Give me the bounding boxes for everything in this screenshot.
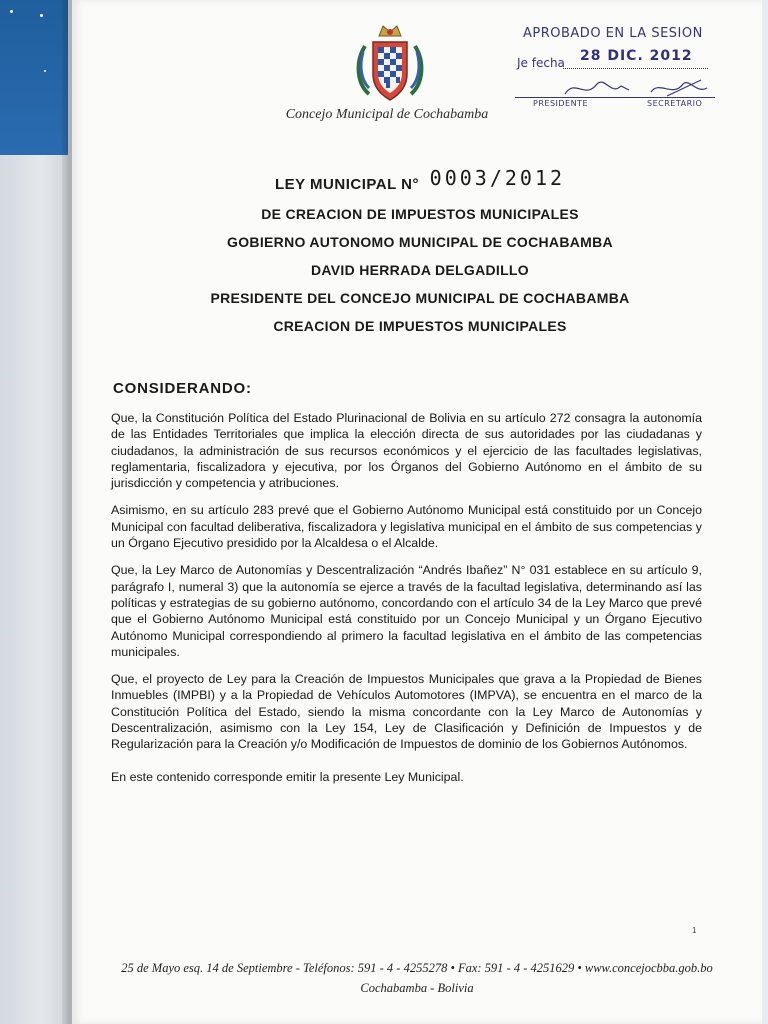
stamp-title: APROBADO EN LA SESION (523, 26, 703, 41)
body-paragraph: Asimismo, en su artículo 283 prevé que el Gobierno Autónomo Municipal está constituido por un Concejo Municipal con facultad deliberativa, fiscalizadora y legislativa municipal en el ámbito de sus competencias y un Órgano Ejecutivo presidido por la Alcaldesa o el Alcalde. (111, 503, 702, 551)
stamp-dotted-line (563, 68, 708, 69)
stamp-role-secretario: SECRETARIO (647, 99, 703, 108)
page-right-edge (762, 0, 768, 1024)
considerando-heading: CONSIDERANDO: (113, 380, 252, 397)
law-subtitle: DE CREACION DE IMPUESTOS MUNICIPALES (261, 206, 579, 222)
body-paragraph: Que, el proyecto de Ley para la Creación de Impuestos Municipales que grava a la Propiedad de Bienes Inmuebles (IMPBI) y a la Propiedad de Vehículos Automotores (IMPVA), se encuentra en el marco de la Constitución Política del Estado, siendo la misma concordante con la Ley Marco de Autonomías y Descentralización, asimismo con la Ley 154, Ley de Clasificación y Definición de Impuestos y de Regularización para la Creación y/o Modificación de Impuestos de dominio de los Gobiernos Autónomos. (111, 672, 702, 752)
law-label: LEY MUNICIPAL N° (274, 176, 419, 193)
stamp-fecha-label: Je fecha (517, 56, 565, 70)
law-subtitle: DAVID HERRADA DELGADILLO (311, 262, 529, 278)
coat-of-arms-icon (353, 22, 427, 106)
body-paragraph: Que, la Ley Marco de Autonomías y Descentralización “Andrés Ibañez” N° 031 establece en su artículo 9, parágrafo I, numeral 3) que la autonomía se ejerce a través de la facultad legislativa, determinando así las políticas y estrategias de su gobierno autónomo, concordando con el artículo 34 de la Ley Marco que prevé que el Gobierno Autónomo Municipal está constituido por un Concejo Municipal y un Órgano Ejecutivo Autónomo Municipal correspondiendo al primero la facultad legislativa en el ámbito de las competencias municipales. (111, 563, 702, 659)
footer (72, 958, 762, 998)
body-paragraph: En este contenido corresponde emitir la presente Ley Municipal. (111, 769, 464, 784)
law-subtitle: PRESIDENTE DEL CONCEJO MUNICIPAL DE COCHABAMBA (210, 290, 630, 306)
stamp-role-presidente: PRESIDENTE (533, 99, 589, 108)
footer-city-line: Cochabamba - Bolivia (360, 981, 474, 995)
stamp-date: 28 DIC. 2012 (580, 48, 693, 64)
binder-blue-strip (0, 0, 68, 155)
law-title-block (120, 166, 720, 340)
law-subtitle: GOBIERNO AUTONOMO MUNICIPAL DE COCHABAMBA (227, 234, 613, 250)
document-body (111, 410, 702, 796)
law-number: 0003/2012 (429, 166, 566, 190)
page-mark: 1 (692, 926, 697, 935)
law-subtitle: CREACION DE IMPUESTOS MUNICIPALES (273, 318, 567, 334)
footer-contact-line: 25 de Mayo esq. 14 de Septiembre - Teléfonos: 591 - 4 - 4255278 • Fax: 591 - 4 - 4251629 • www.concejocbba.gob.bo (121, 961, 713, 975)
body-paragraph: Que, la Constitución Política del Estado Plurinacional de Bolivia en su artículo 272 consagra la autonomía de las Entidades Territoriales que implica la elección directa de sus autoridades por las ciudadanas y ciudadanos, la administración de sus recursos económicos y el ejercicio de las facultades legislativas, reglamentaria, fiscalizadora y ejecutiva, por los Órganos del Gobierno Autónomo en el ámbito de su jurisdicción y competencia y atribuciones. (111, 411, 702, 491)
approval-stamp (515, 24, 720, 116)
law-title (120, 166, 720, 200)
council-name: Concejo Municipal de Cochabamba (285, 107, 489, 122)
stamp-signature-line (515, 97, 715, 98)
